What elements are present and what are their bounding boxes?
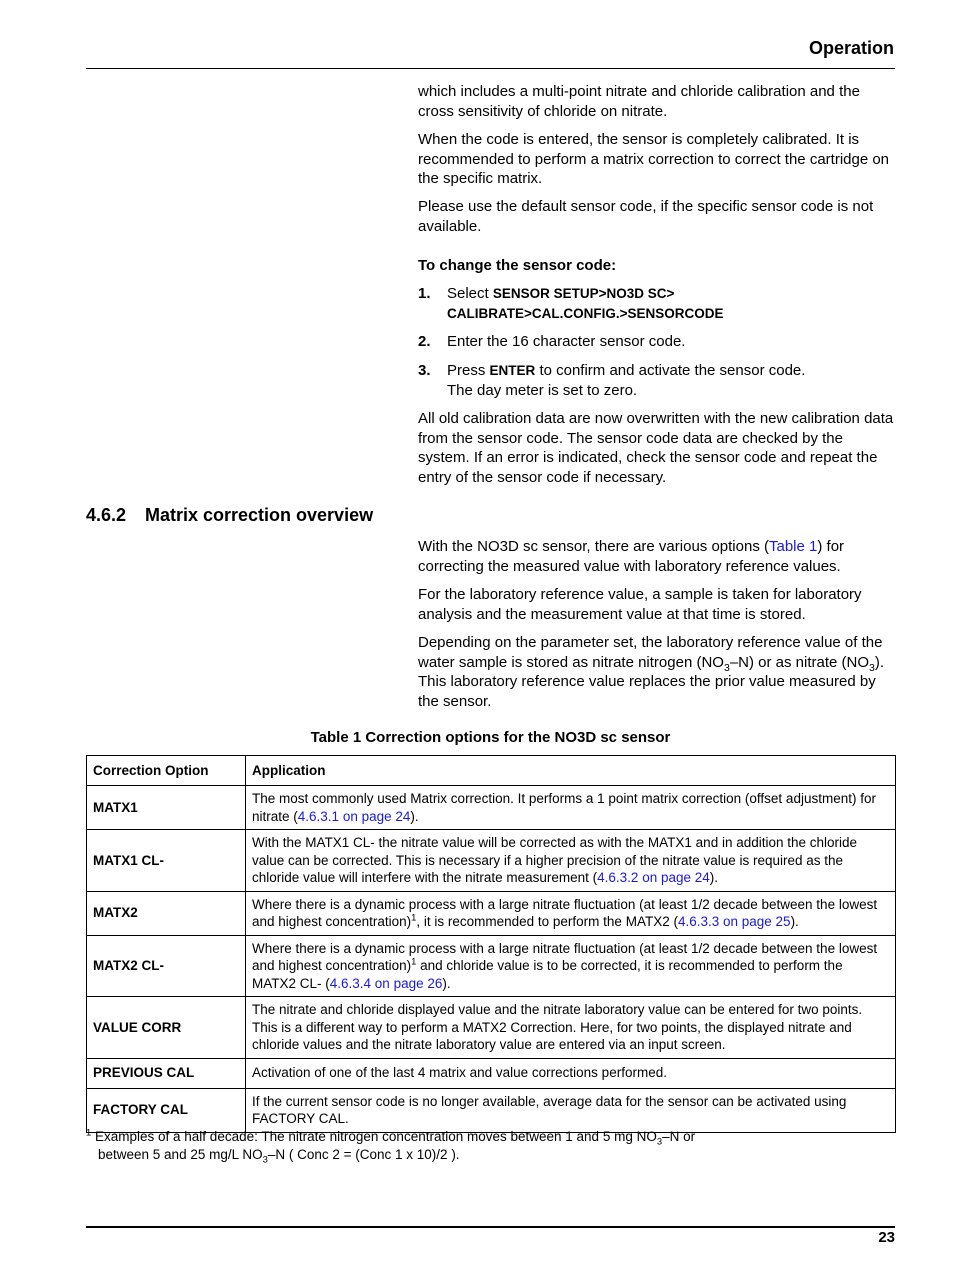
application-cell	[246, 786, 896, 830]
footnote-marker: 1	[411, 956, 417, 968]
section-p3-text-c: ). This laboratory reference value replaces the prior value measured by the sensor.	[418, 653, 885, 710]
cross-reference-link[interactable]: 4.6.3.3 on page 25	[677, 914, 791, 929]
step-text: Enter the 16 character sensor code.	[447, 333, 686, 350]
section-p1-text-b: ) for correcting the measured value with laboratory reference values.	[418, 538, 845, 575]
table-row	[87, 786, 896, 830]
footnote-marker: 1	[411, 912, 417, 924]
section-heading	[86, 505, 373, 526]
footnote-line-2	[86, 1146, 786, 1164]
footnote-text-d: –N ( Conc 2 = (Conc 1 x 10)/2 ).	[267, 1147, 460, 1162]
section-number: 4.6.2	[86, 505, 127, 525]
application-text-end: ).	[442, 975, 451, 991]
menu-path-line-2: CALIBRATE>CAL.CONFIG.>SENSORCODE	[447, 305, 724, 321]
correction-option-cell: MATX1	[87, 786, 246, 830]
step-number: 1.	[418, 285, 431, 302]
running-header-title: Operation	[808, 38, 894, 58]
step-text-post: to confirm and activate the sensor code.	[535, 362, 806, 379]
enter-key-label: ENTER	[489, 363, 536, 378]
table-row	[87, 1058, 896, 1088]
procedure-after-text: All old calibration data are now overwritten with the new calibration data from the sensor code. The sensor code data are checked by the system. If an error is indicated, check the sensor code and repeat the entry of the sensor code if necessary.	[418, 410, 894, 486]
menu-path-line-1: SENSOR SETUP>NO3D SC>	[492, 286, 675, 301]
correction-option-cell: VALUE CORR	[87, 997, 246, 1059]
application-cell	[246, 830, 896, 892]
application-cell: The nitrate and chloride displayed value and the nitrate laboratory value can be entered for two points. This is a different way to perform a MATX2 Correction. Here, for two points, the displayed nitrate and chloride values and the nitrate laboratory value are entered via an input screen.	[246, 997, 896, 1059]
footnote	[86, 1128, 786, 1164]
table-caption: Table 1 Correction options for the NO3D sc sensor	[310, 729, 671, 746]
step-number: 3.	[418, 362, 431, 379]
procedure-steps	[418, 284, 896, 399]
step-result: The day meter is set to zero.	[447, 381, 638, 399]
procedure-after-paragraph	[418, 409, 896, 487]
application-text: With the MATX1 CL- the nitrate value will be corrected as with the MATX1 and in addition the chloride value can be corrected. This is necessary if a higher precision of the nitrate value is required as the chloride value will interfere with the nitrate measurement (	[252, 835, 858, 885]
application-cell	[246, 935, 896, 997]
section-title: Matrix correction overview	[145, 505, 374, 525]
application-text-end: ).	[709, 870, 719, 885]
step-text-pre: Select	[447, 285, 493, 302]
section-p1-text-a: With the NO3D sc sensor, there are various options (	[418, 538, 769, 555]
procedure-heading: To change the sensor code:	[418, 257, 617, 274]
page-number: 23	[878, 1229, 895, 1246]
section-paragraph-1	[418, 537, 896, 576]
step-number: 2.	[418, 333, 431, 350]
footnote-text-c: between 5 and 25 mg/L NO	[98, 1147, 263, 1162]
application-text-2: and chloride value is to be corrected, it is recommended to perform the MATX2 CL- (	[252, 958, 843, 991]
section-p2-text: For the laboratory reference value, a sample is taken for laboratory analysis and the measurement value at that time is stored.	[418, 586, 862, 623]
intro-paragraph-3	[418, 197, 896, 236]
footnote-text-b: –N or	[662, 1129, 696, 1144]
application-text-end: ).	[790, 914, 799, 929]
footnote-line-1	[86, 1128, 786, 1146]
correction-option-cell: PREVIOUS CAL	[87, 1058, 246, 1088]
cross-reference-link[interactable]: 4.6.3.1 on page 24	[297, 808, 411, 824]
step-text-pre: Press	[447, 362, 490, 379]
application-text: Where there is a dynamic process with a large nitrate fluctuation (at least 1/2 decade between the lowest and highest concentration)	[252, 896, 878, 929]
application-cell: Activation of one of the last 4 matrix and value corrections performed.	[246, 1058, 896, 1088]
subscript: 3	[262, 1154, 268, 1166]
footnote-marker: 1	[86, 1127, 92, 1139]
subscript: 3	[723, 661, 730, 674]
footnote-text-a: Examples of a half decade: The nitrate nitrogen concentration moves between 1 and 5 mg NO	[91, 1129, 657, 1144]
correction-option-cell: MATX2	[87, 891, 246, 935]
intro-text-2: When the code is entered, the sensor is completely calibrated. It is recommended to perform a matrix correction to correct the cartridge on the specific matrix.	[418, 131, 890, 187]
table-row	[87, 830, 896, 892]
table-row	[87, 1088, 896, 1132]
cross-reference-link[interactable]: 4.6.3.4 on page 26	[329, 975, 443, 991]
cross-reference-link[interactable]: 4.6.3.2 on page 24	[597, 870, 710, 885]
section-paragraph-3	[418, 633, 896, 711]
correction-option-cell: MATX1 CL-	[87, 830, 246, 892]
step-text	[447, 284, 896, 323]
intro-paragraph-1	[418, 82, 896, 121]
footer-rule	[86, 1226, 895, 1228]
table-row	[87, 891, 896, 935]
step-text	[447, 361, 896, 400]
correction-option-cell: MATX2 CL-	[87, 935, 246, 997]
table-header-row	[87, 756, 896, 786]
section-paragraph-2	[418, 585, 896, 624]
subscript: 3	[869, 661, 875, 674]
table-header-cell: Application	[246, 756, 896, 786]
section-p3-text-a: Depending on the parameter set, the laboratory reference value of the water sample is stored as nitrate nitrogen (NO	[418, 634, 883, 671]
application-text: The most commonly used Matrix correction. It performs a 1 point matrix correction (offset adjustment) for nitrate (	[252, 791, 876, 824]
correction-option-cell: FACTORY CAL	[87, 1088, 246, 1132]
application-text: Where there is a dynamic process with a large nitrate fluctuation (at least 1/2 decade between the lowest and highest concentration)	[252, 940, 878, 973]
table-row	[87, 935, 896, 997]
table-header-cell: Correction Option	[87, 756, 246, 786]
intro-text-3: Please use the default sensor code, if the specific sensor code is not available.	[418, 198, 874, 235]
application-cell: If the current sensor code is no longer available, average data for the sensor can be activated using FACTORY CAL.	[246, 1088, 896, 1132]
application-cell	[246, 891, 896, 935]
header-rule	[86, 68, 895, 69]
application-text-2: , it is recommended to perform the MATX2 (	[416, 914, 678, 929]
application-text-end: ).	[410, 808, 419, 824]
intro-text-1: which includes a multi-point nitrate and chloride calibration and the cross sensitivity of chloride on nitrate.	[418, 83, 860, 120]
section-p3-text-b: –N) or as nitrate (NO	[729, 653, 870, 671]
correction-options-table	[86, 755, 896, 1133]
table-row	[87, 997, 896, 1059]
subscript: 3	[656, 1136, 663, 1148]
intro-paragraph-2	[418, 130, 896, 189]
table-1-link[interactable]: Table 1	[768, 538, 818, 555]
